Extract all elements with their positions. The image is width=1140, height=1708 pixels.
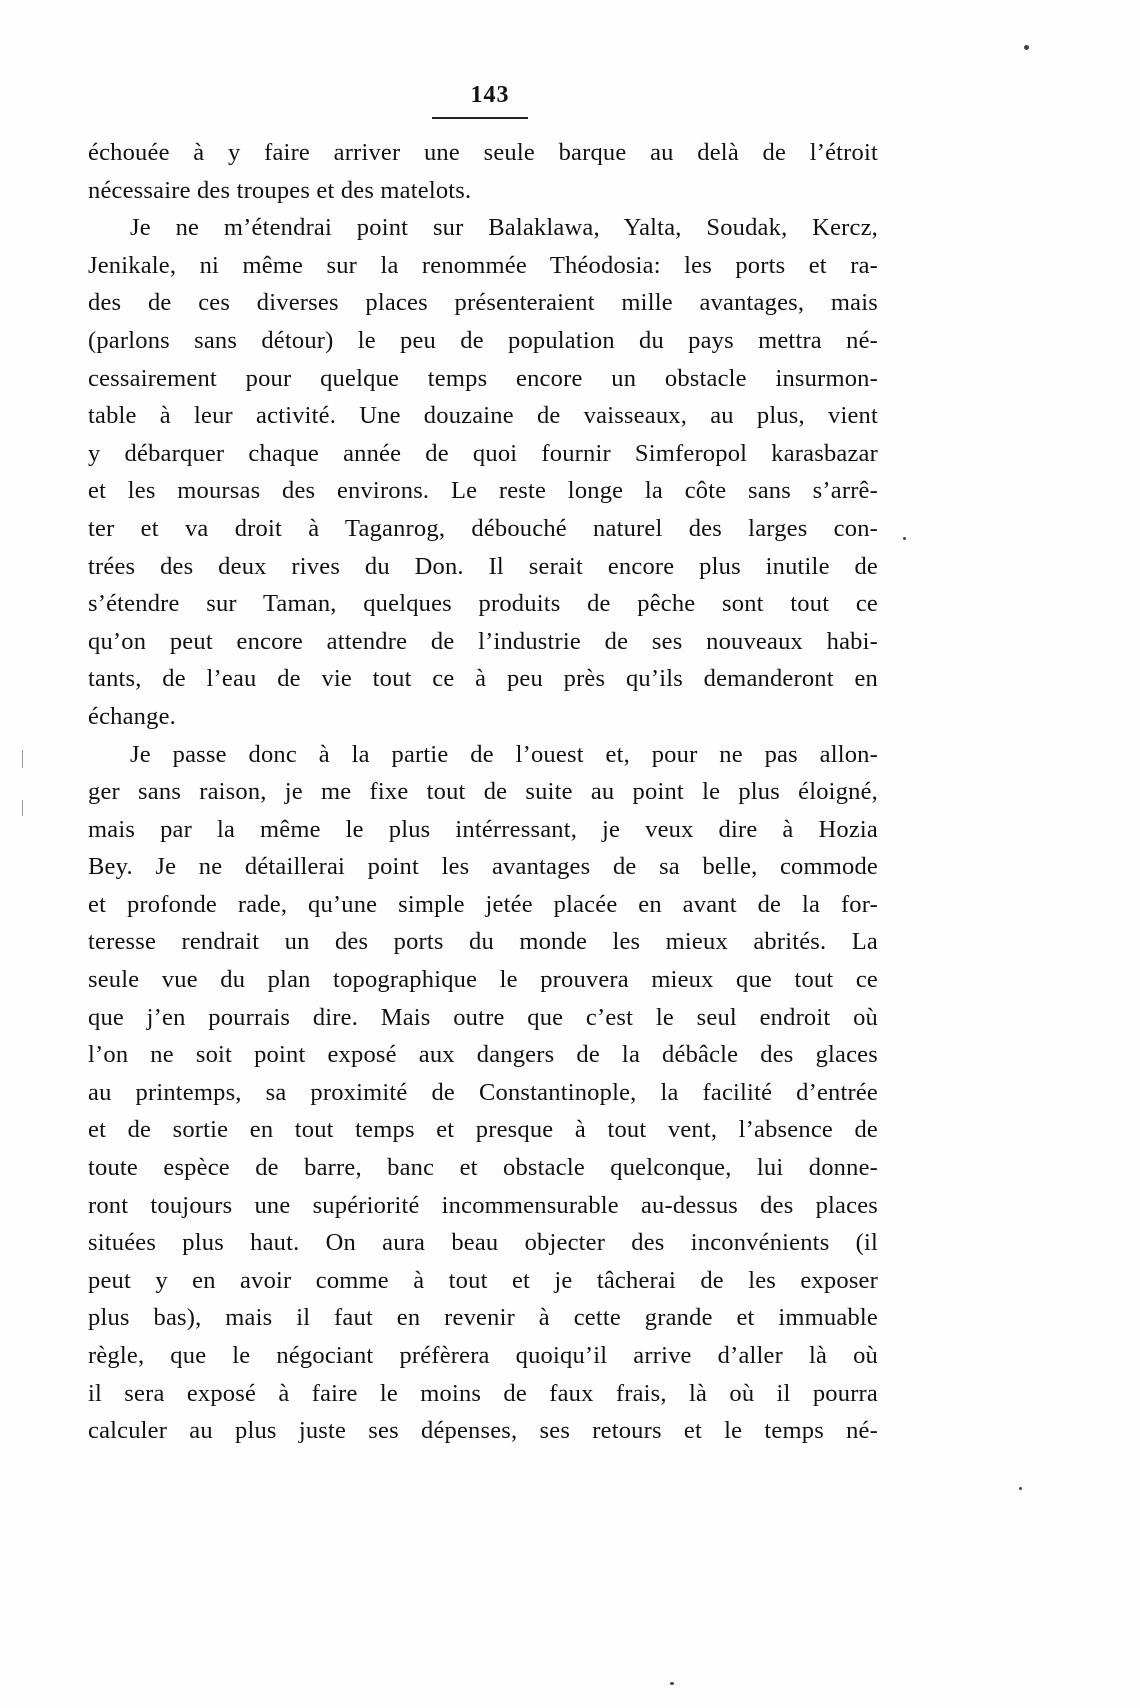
text-line: ter et va droit à Taganrog, débouché naturel des larges con- <box>88 514 878 542</box>
text-line: que j’en pourrais dire. Mais outre que c’est le seul endroit où <box>88 1003 878 1031</box>
text-line: ger sans raison, je me fixe tout de suite au point le plus éloigné, <box>88 778 878 806</box>
scan-speck <box>1019 1487 1022 1490</box>
text-line: tants, de l’eau de vie tout ce à peu près qu’ils demanderont en <box>88 665 878 693</box>
scan-speck <box>1024 45 1029 50</box>
page-number-rule <box>432 117 528 119</box>
text-line: seule vue du plan topographique le prouvera mieux que tout ce <box>88 966 878 994</box>
body-text <box>88 134 878 1450</box>
text-line: calculer au plus juste ses dépenses, ses retours et le temps né- <box>88 1417 878 1445</box>
text-line: Je ne m’étendrai point sur Balaklawa, Yalta, Soudak, Kercz, <box>130 214 878 242</box>
text-line: règle, que le négociant préfèrera quoiqu’il arrive d’aller là où <box>88 1342 878 1369</box>
page-number: 143 <box>470 82 510 108</box>
text-line: et profonde rade, qu’une simple jetée placée en avant de la for- <box>88 890 878 918</box>
text-line: mais par la même le plus intérressant, je veux dire à Hozia <box>88 815 878 843</box>
text-line: qu’on peut encore attendre de l’industrie de ses nouveaux habi- <box>88 627 878 655</box>
text-line: plus bas), mais il faut en revenir à cette grande et immuable <box>88 1304 878 1332</box>
text-line: et de sortie en tout temps et presque à tout vent, l’absence de <box>88 1116 878 1144</box>
text-line: nécessaire des troupes et des matelots. <box>88 176 472 204</box>
text-line: au printemps, sa proximité de Constantinople, la facilité d’entrée <box>88 1078 878 1106</box>
text-line: il sera exposé à faire le moins de faux frais, là où il pourra <box>88 1379 878 1407</box>
margin-mark <box>22 750 23 768</box>
text-line: table à leur activité. Une douzaine de vaisseaux, au plus, vient <box>88 402 878 430</box>
margin-mark <box>22 800 23 816</box>
text-line: Bey. Je ne détaillerai point les avantages de sa belle, commode <box>88 853 878 881</box>
text-line: Je passe donc à la partie de l’ouest et, pour ne pas allon- <box>130 740 878 768</box>
text-line: (parlons sans détour) le peu de population du pays mettra né- <box>88 326 878 354</box>
text-line: l’on ne soit point exposé aux dangers de la débâcle des glaces <box>88 1041 878 1069</box>
text-line: ront toujours une supériorité incommensurable au-dessus des places <box>88 1191 878 1219</box>
text-line: cessairement pour quelque temps encore un obstacle insurmon- <box>88 364 878 392</box>
text-line: échange. <box>88 702 176 730</box>
scan-speck <box>903 537 906 540</box>
text-line: des de ces diverses places présenteraient mille avantages, mais <box>88 289 878 317</box>
text-line: teresse rendrait un des ports du monde les mieux abrités. La <box>88 928 878 956</box>
scan-speck <box>670 1682 674 1685</box>
text-line: y débarquer chaque année de quoi fournir Simferopol karasbazar <box>88 439 878 467</box>
text-line: situées plus haut. On aura beau objecter des inconvénients (il <box>88 1229 878 1257</box>
text-line: peut y en avoir comme à tout et je tâcherai de les exposer <box>88 1266 878 1294</box>
text-line: s’étendre sur Taman, quelques produits de pêche sont tout ce <box>88 590 878 618</box>
text-line: et les moursas des environs. Le reste longe la côte sans s’arrê- <box>88 477 878 505</box>
text-line: trées des deux rives du Don. Il serait encore plus inutile de <box>88 552 878 580</box>
text-line: Jenikale, ni même sur la renommée Théodosia: les ports et ra- <box>88 251 878 279</box>
text-line: échouée à y faire arriver une seule barque au delà de l’étroit <box>88 139 878 166</box>
text-line: toute espèce de barre, banc et obstacle quelconque, lui donne- <box>88 1154 878 1182</box>
